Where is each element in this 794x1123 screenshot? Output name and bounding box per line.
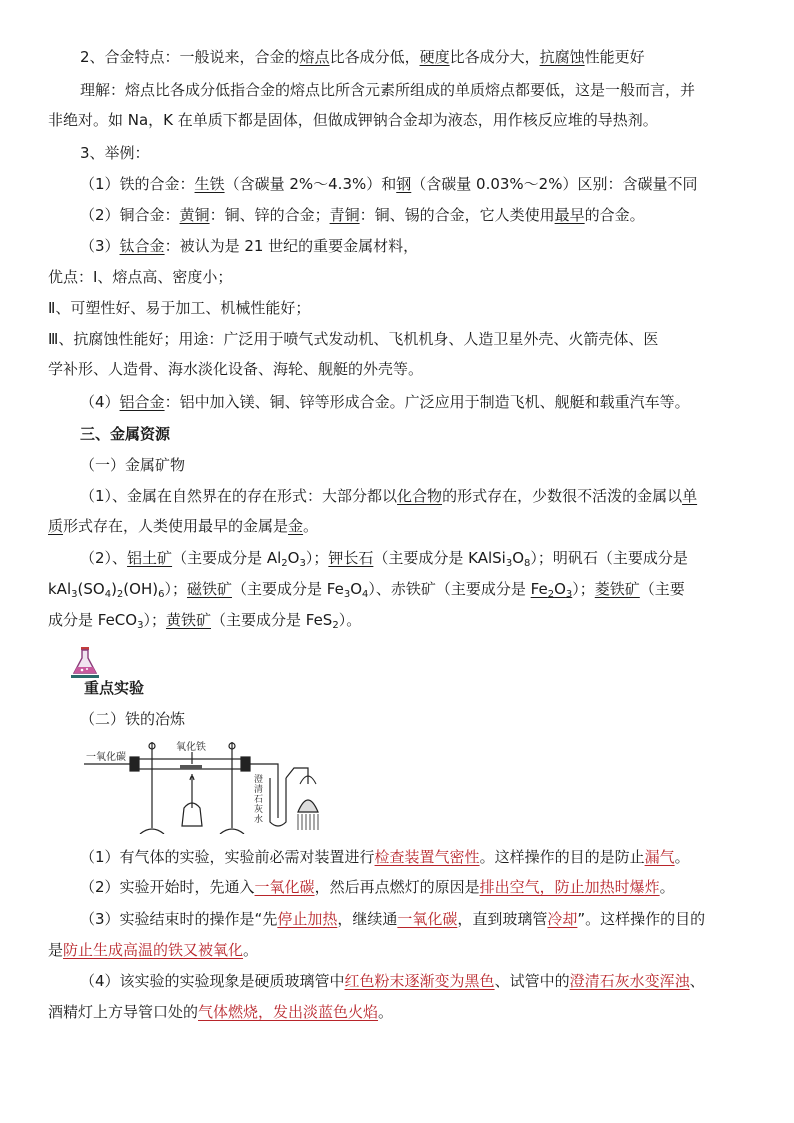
iron-oxide-powder [180,765,202,769]
answer-co-continue: 一氧化碳 [397,910,458,928]
left-stand-base [140,829,164,834]
burner-stand [298,814,318,830]
advantage-line-1: 优点：I、熔点高、密度小； [48,268,233,286]
qa-line-3b: 是防止生成高温的铁又被氧化。 [48,941,259,959]
ores-line-3: 成分是 FeCO$_3$）；黄铁矿（主要成分是 FeS$_2$）。 [48,611,362,631]
siderite-term: 菱铁矿 [594,580,640,598]
melting-point-term: 熔点 [299,48,330,66]
existence-form-line-1: （1）、金属在自然界在的存在形式：大部分都以化合物的形式存在，少数很不活泼的金属以单 [80,487,698,505]
advantage-line-4: 学补形、人造骨、海水淡化设备、海轮、舰艇的外壳等。 [48,360,424,378]
qa-line-4: （4）该实验的实验现象是硬质玻璃管中红色粉末逐渐变为黑色、试管中的澄清石灰水变浑浊、 [80,972,705,990]
answer-co-first: 一氧化碳 [254,878,315,896]
ores-line-1: （2）、铝土矿（主要成分是 $Al_2O_3$）；钾长石（主要成分是 $KAlSi_3O_8$）；明矾石（主要成分是 [80,549,688,569]
brass-term: 黄铜 [179,206,210,224]
elemental-term-a: 单 [682,487,698,505]
flask-icon [70,645,100,679]
answer-reoxidize: 防止生成高温的铁又被氧化 [63,941,244,959]
existence-form-line-2: 质形式存在，人类使用最早的金属是金。 [48,517,319,535]
subheading-minerals: （一）金属矿物 [80,456,186,474]
elemental-term-b: 质 [48,517,64,535]
co-label: 一氧化碳 [86,752,126,763]
limewater-char: 澄 [254,775,264,785]
titanium-term: 钛合金 [119,237,165,255]
qa-line-3: （3）实验结束时的操作是“先停止加热，继续通一氧化碳，直到玻璃管冷却”。这样操作的目的 [80,910,706,928]
burner-lamp [298,800,318,812]
answer-explosion: 排出空气，防止加热时爆炸 [479,878,660,896]
hardness-term: 硬度 [419,48,450,66]
corrosion-term: 抗腐蚀 [539,48,585,66]
magnetite-term: 磁铁矿 [186,580,232,598]
limewater-char: 清 [254,785,264,795]
limewater-char: 石 [254,795,264,805]
titanium-alloy-line: （3）钛合金：被认为是 21 世纪的重要金属材料， [80,237,419,255]
section-heading-resources: 三、金属资源 [80,425,171,443]
feldspar-term: 钾长石 [328,549,374,567]
answer-blue-flame: 气体燃烧，发出淡蓝色火焰 [198,1003,379,1021]
answer-cool: 冷却 [547,910,578,928]
answer-airtightness: 检查装置气密性 [374,848,480,866]
pig-iron-term: 生铁 [194,175,225,193]
limewater-label [254,773,263,825]
key-experiment-label: 重点实验 [84,679,145,697]
ores-line-2: $kAl_3(SO_4)_2(OH)_6$）；磁铁矿（主要成分是 $Fe_3O_4$）、赤铁矿（主要成分是 $Fe_2O_3$）；菱铁矿（主要 [48,580,685,600]
fe2o3-label: 氧化铁 [176,742,206,753]
answer-red-to-black: 红色粉末逐渐变为黑色 [344,972,495,990]
limewater-char: 水 [254,815,264,825]
aluminum-alloy-line: （4）铝合金：铝中加入镁、铜、锌等形成合金。广泛应用于制造飞机、舰艇和载重汽车等。 [80,393,690,411]
qa-line-1: （1）有气体的实验，实验前必需对装置进行检查装置气密性。这样操作的目的是防止漏气。 [80,848,690,866]
qa-line-2: （2）实验开始时，先通入一氧化碳，然后再点燃灯的原因是排出空气，防止加热时爆炸。 [80,878,675,896]
understanding-line-2: 非绝对。如 Na，K 在单质下都是固体，但做成钾钠合金却为液态，用作核反应堆的导热剂。 [48,111,658,129]
answer-stop-heating: 停止加热 [277,910,338,928]
understanding-line-1: 理解：熔点比各成分低指合金的熔点比所含元素所组成的单质熔点都要低，这是一般而言，并 [80,81,696,99]
earliest-term: 最早 [554,206,585,224]
iron-smelting-apparatus [84,738,374,834]
compound-term: 化合物 [397,487,443,505]
gold-term: 金 [288,517,304,535]
pyrite-term: 黄铁矿 [165,611,211,629]
aluminum-term: 铝合金 [119,393,165,411]
hematite-formula: $Fe_2O_3$ [530,580,573,600]
advantage-line-3: Ⅲ、抗腐蚀性能好；用途：广泛用于喷气式发动机、飞机机身、人造卫星外壳、火箭壳体、医 [48,330,659,348]
qa-line-4b: 酒精灯上方导管口处的气体燃烧，发出淡蓝色火焰。 [48,1003,394,1021]
copper-alloy-line: （2）铜合金：黄铜：铜、锌的合金；青铜：铜、锡的合金，它人类使用最早的合金。 [80,206,645,224]
alloy-traits-line: 2、合金特点：一般说来，合金的熔点比各成分低，硬度比各成分大，抗腐蚀性能更好 [80,48,645,66]
right-stopper [241,757,250,771]
bronze-term: 青铜 [329,206,360,224]
limewater-char: 灰 [254,805,264,815]
left-stopper [130,757,139,771]
answer-limewater-turbid: 澄清石灰水变浑浊 [569,972,690,990]
steel-term: 钢 [396,175,412,193]
examples-heading: 3、举例： [80,144,150,162]
right-stand-base [220,829,244,834]
subheading-iron-smelting: （二）铁的冶炼 [80,710,186,728]
exhaust-tube [286,768,308,784]
answer-leak: 漏气 [644,848,675,866]
bauxite-term: 铝土矿 [127,549,173,567]
advantage-line-2: Ⅱ、可塑性好、易于加工、机械性能好； [48,299,311,317]
iron-alloy-line: （1）铁的合金：生铁（含碳量 2%～4.3%）和钢（含碳量 0.03%～2%）区别：含碳量不同 [80,175,698,193]
